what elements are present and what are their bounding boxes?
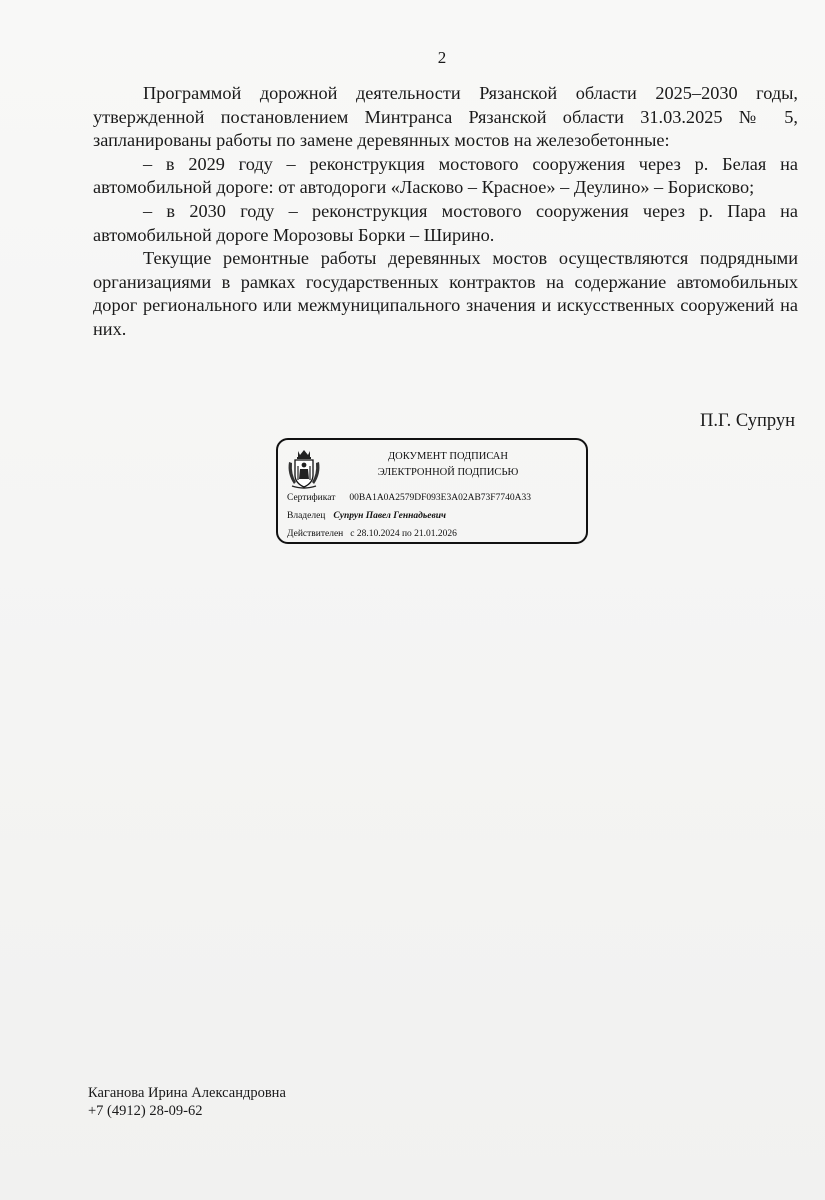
electronic-signature-stamp	[276, 438, 588, 544]
owner-value: Супрун Павел Геннадьевич	[333, 511, 446, 521]
paragraph-2029: – в 2029 году – реконструкция мостового сооружения через р. Белая на автомобильной дороге: от автодороги «Ласково – Красное» – Деулино» – Борисково;	[93, 153, 798, 198]
page-number: 2	[437, 48, 447, 67]
paragraph-2030: – в 2030 году – реконструкция мостового сооружения через р. Пара на автомобильной дороге Морозовы Борки – Ширино.	[93, 200, 798, 245]
paragraph-repairs: Текущие ремонтные работы деревянных мостов осуществляются подрядными организациями в рамках государственных контрактов на содержание автомобильных дорог регионального или межмуниципального значения и искусственных сооружений на них.	[93, 248, 798, 339]
certificate-value: 00BA1A0A2579DF093E3A02AB73F7740A33	[349, 493, 531, 503]
validity-value: с 28.10.2024 по 21.01.2026	[350, 529, 457, 539]
paragraph-program: Программой дорожной деятельности Рязанской области 2025–2030 годы, утвержденной постановлением Минтранса Рязанской области 31.03.2025 № 5, запланированы работы по замене деревянных мостов на железобетонные:	[93, 83, 798, 151]
coat-of-arms-icon	[286, 448, 322, 490]
validity-row	[287, 529, 457, 539]
stamp-title	[338, 449, 558, 481]
certificate-label: Сертификат	[287, 493, 336, 503]
certificate-row	[287, 493, 531, 503]
stamp-title-line2: ЭЛЕКТРОННОЙ ПОДПИСЬЮ	[377, 467, 519, 478]
executor-name: Каганова Ирина Александровна	[88, 1085, 286, 1101]
signer-name: П.Г. Супрун	[699, 411, 795, 431]
stamp-title-line1: ДОКУМЕНТ ПОДПИСАН	[388, 451, 508, 462]
executor-phone: +7 (4912) 28-09-62	[88, 1103, 203, 1119]
letter-body	[93, 82, 798, 342]
owner-label: Владелец	[287, 511, 326, 521]
owner-row	[287, 511, 446, 521]
executor-info	[88, 1084, 286, 1120]
validity-label: Действителен	[287, 529, 344, 539]
